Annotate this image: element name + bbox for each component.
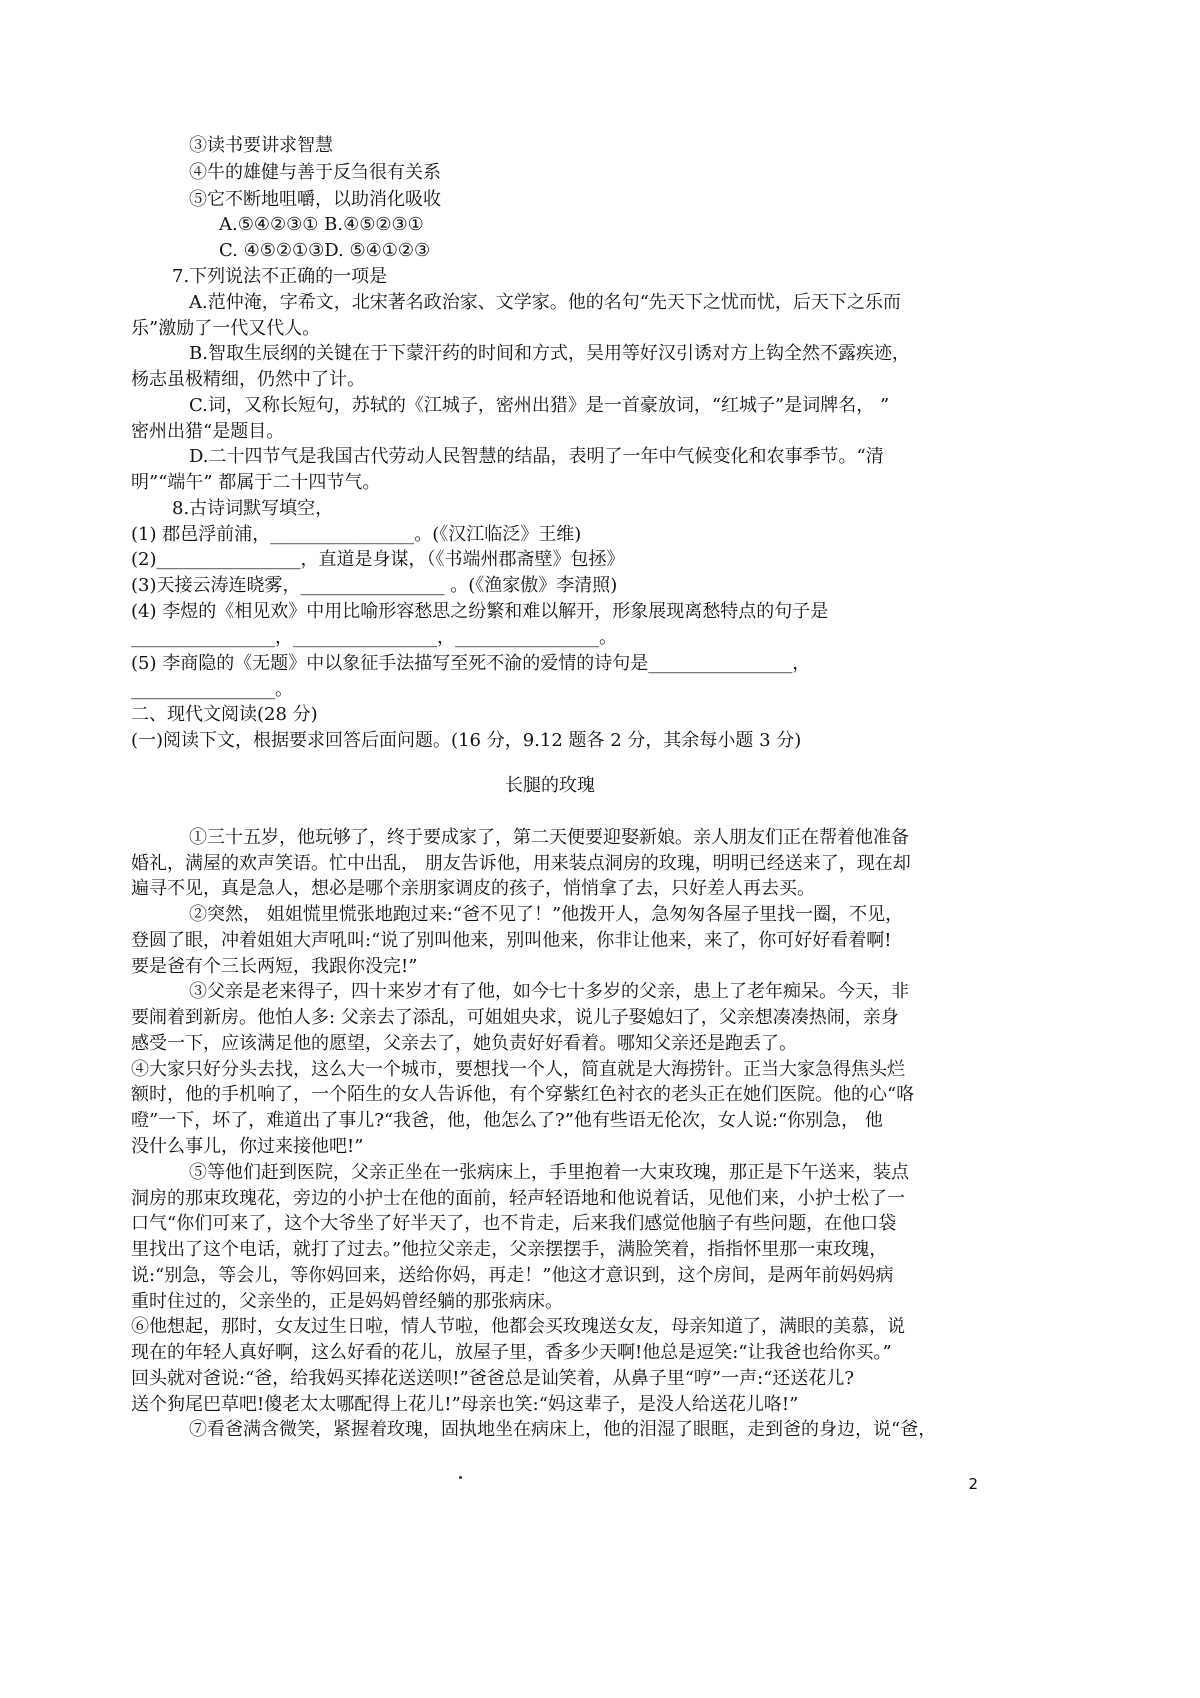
article-p6-line3: 回头就对爸说:“爸，给我妈买捧花送送呗!”爸爸总是讪笑着，从鼻子里“哼”一声:“还送花儿? (131, 1368, 855, 1389)
question-8-blank-3: (3)天接云涛连晓雾，________________ 。(《渔家傲》李清照) (131, 575, 618, 596)
article-p3-line2: 要闹着到新房。他怕人多: 父亲去了添乱，可姐姐央求，说儿子娶媳妇了，父亲想凑凑热闹，亲身 (131, 1007, 899, 1028)
section-2-heading: 二、现代文阅读(28 分) (131, 704, 318, 725)
article-p5-line5: 说:“别急，等会儿，等你妈回来，送给你妈，再走！”他这才意识到，这个房间，是两年前妈妈病 (131, 1265, 894, 1286)
article-p4-line3: 噔”一下，坏了，难道出了事儿?“我爸，他，他怎么了?”他有些语无伦次，女人说:“你别急， 他 (131, 1110, 883, 1131)
article-p4-line2: 额时，他的手机响了，一个陌生的女人告诉他，有个穿紫红色衬衣的老头正在她们医院。他的心“咯 (131, 1084, 915, 1105)
option-cd: C. ④⑤②①③D. ⑤④①②③ (219, 240, 431, 261)
question-8-blank-4a: (4) 李煜的《相见欢》中用比喻形容愁思之纷繁和难以解开，形象展现离愁特点的句子是 (131, 601, 829, 622)
article-p3-line3: 感受一下，应该满足他的愿望，父亲去了，她负责好好看着。哪知父亲还是跑丢了。 (131, 1033, 797, 1054)
question-7-c-line1: C.词，又称长短句，苏轼的《江城子，密州出猎》是一首豪放词，“红城子”是词牌名， ” (189, 395, 890, 416)
article-p2-line3: 要是爸有个三长两短，我跟你没完!” (131, 956, 418, 977)
question-7-b-line1: B.智取生辰纲的关键在于下蒙汗药的时间和方式，吴用等好汉引诱对方上钩全然不露疾迹， (189, 343, 910, 364)
article-p2-line2: 登圆了眼，冲着姐姐大声吼叫:“说了别叫他来，别叫他来，你非让他来，来了，你可好好看着啊! (131, 930, 892, 951)
article-p2-line1: ②突然， 姐姐慌里慌张地跑过来:“爸不见了！”他拨开人，急匆匆各屋子里找一圈，不见， (189, 904, 904, 925)
item-4: ④牛的雄健与善于反刍很有关系 (189, 162, 441, 183)
article-p6-line4: 送个狗尾巴草吧!傻老太太哪配得上花儿!”母亲也笑:“妈这辈子，是没人给送花儿咯!” (131, 1394, 799, 1415)
article-p1-line2: 婚礼，满屋的欢声笑语。忙中出乱， 朋友告诉他，用来装点洞房的玫瑰，明明已经送来了，现在却 (131, 853, 911, 874)
article-p5-line2: 洞房的那束玫瑰花，旁边的小护士在他的面前，轻声轻语地和他说着话，见他们来，小护士松了一 (131, 1188, 905, 1209)
article-p4-line1: ④大家只好分头去找，这么大一个城市，要想找一个人，简直就是大海捞针。正当大家急得焦头烂 (131, 1059, 905, 1080)
article-title: 长腿的玫瑰 (505, 775, 595, 796)
article-p7-line1: ⑦看爸满含微笑，紧握着玫瑰，固执地坐在病床上，他的泪湿了眼眶，走到爸的身边，说“爸， (189, 1419, 937, 1440)
article-p5-line3: 口气“你们可来了，这个大爷坐了好半天了，也不肯走，后来我们感觉他脑子有些问题，在他口袋 (131, 1213, 897, 1234)
question-8-stem: 8.古诗词默写填空， (172, 498, 334, 519)
page-number: 2 (968, 1475, 978, 1493)
question-8-blank-4b: ________________，________________，________________。 (131, 627, 617, 648)
emphasis-dot (459, 1476, 462, 1479)
question-7-a-line2: 乐”激励了一代又代人。 (131, 318, 321, 339)
article-p1-line3: 遍寻不见，真是急人，想必是哪个亲朋家调皮的孩子，悄悄拿了去，只好差人再去买。 (131, 878, 815, 899)
question-8-blank-5a: (5) 李商隐的《无题》中以象征手法描写至死不渝的爱情的诗句是________________， (131, 653, 811, 674)
article-p5-line4: 里找出了这个电话，就打了过去。”他拉父亲走，父亲摆摆手，满脸笑着，指指怀里那一束玫瑰， (131, 1239, 888, 1260)
article-p6-line2: 现在的年轻人真好啊，这么好看的花儿，放屋子里，香多少天啊!他总是逗笑:“让我爸也给你买。” (131, 1342, 892, 1363)
article-p3-line1: ③父亲是老来得子，四十来岁才有了他，如今七十多岁的父亲，患上了老年痴呆。今天，非 (189, 981, 909, 1002)
item-5: ⑤它不断地咀嚼，以助消化吸收 (189, 189, 441, 210)
article-p4-line4: 没什么事儿，你过来接他吧!” (131, 1136, 364, 1157)
section-2-instruction: (一)阅读下文，根据要求回答后面问题。(16 分，9.12 题各 2 分，其余每小题 3 分) (131, 730, 802, 751)
article-p5-line1: ⑤等他们赶到医院，父亲正坐在一张病床上，手里抱着一大束玫瑰，那正是下午送来，装点 (189, 1162, 909, 1183)
article-p5-line6: 重时住过的，父亲坐的，正是妈妈曾经躺的那张病床。 (131, 1291, 563, 1312)
option-ab: A.⑤④②③① B.④⑤②③① (219, 214, 424, 235)
question-7-stem: 7.下列说法不正确的一项是 (172, 266, 388, 287)
question-8-blank-1: (1) 郡邑浮前浦，________________。(《汉江临泛》王维) (131, 524, 582, 545)
item-3: ③读书要讲求智慧 (189, 135, 333, 156)
article-p1-line1: ①三十五岁，他玩够了，终于要成家了，第二天便要迎娶新娘。亲人朋友们正在帮着他准备 (189, 827, 909, 848)
question-8-blank-5b: ________________。 (131, 679, 293, 700)
question-7-a-line1: A.范仲淹，字希文，北宋著名政治家、文学家。他的名句“先天下之忧而忧，后天下之乐而 (189, 292, 901, 313)
article-p6-line1: ⑥他想起，那时，女友过生日啦，情人节啦，他都会买玫瑰送女友，母亲知道了，满眼的美慕，说 (131, 1316, 905, 1337)
question-7-b-line2: 杨志虽极精细，仍然中了计。 (131, 369, 365, 390)
question-7-d-line2: 明”“端午” 都属于二十四节气。 (131, 472, 381, 493)
question-7-d-line1: D.二十四节气是我国古代劳动人民智慧的结晶，表明了一年中气候变化和农事季节。“清 (189, 446, 884, 467)
question-7-c-line2: 密州出猎“是题目。 (131, 421, 285, 442)
question-8-blank-2: (2)________________，直道是身谋，（《书端州郡斋壁》包拯》 (131, 549, 625, 570)
